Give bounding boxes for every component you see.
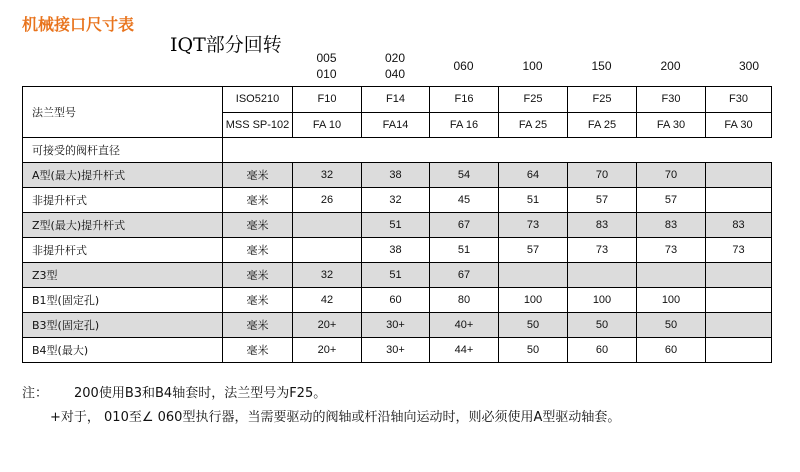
table-cell xyxy=(706,163,772,188)
row-unit: 毫米 xyxy=(223,263,293,288)
mss-value: FA14 xyxy=(362,112,430,138)
note-line-1: 200使用B3和B4轴套时，法兰型号为F25。 xyxy=(74,386,327,401)
row-label: Z3型 xyxy=(23,263,223,288)
row-unit: 毫米 xyxy=(223,163,293,188)
table-cell xyxy=(706,263,772,288)
table-cell: 50 xyxy=(637,313,706,338)
table-cell: 100 xyxy=(499,288,568,313)
row-unit: 毫米 xyxy=(223,188,293,213)
page-subtitle: IQT部分回转 xyxy=(170,34,282,56)
iso-value: F14 xyxy=(362,87,430,113)
table-cell: 70 xyxy=(568,163,637,188)
row-label: 非提升杆式 xyxy=(23,188,223,213)
table-cell: 57 xyxy=(499,238,568,263)
iso-value: F25 xyxy=(568,87,637,113)
row-label: 非提升杆式 xyxy=(23,238,223,263)
size-header-2: 020 040 xyxy=(384,51,406,81)
mss-value: FA 25 xyxy=(499,112,568,138)
table-cell: 32 xyxy=(293,263,362,288)
table-row xyxy=(23,313,772,338)
iso-value: F30 xyxy=(637,87,706,113)
table-cell: 67 xyxy=(430,263,499,288)
table-cell xyxy=(293,238,362,263)
table-cell: 70 xyxy=(637,163,706,188)
dimension-table xyxy=(22,86,772,363)
table-row xyxy=(23,338,772,363)
mss-value: FA 16 xyxy=(430,112,499,138)
row-unit: 毫米 xyxy=(223,213,293,238)
row-unit: 毫米 xyxy=(223,338,293,363)
table-cell: 51 xyxy=(499,188,568,213)
table-cell xyxy=(706,313,772,338)
iso-value: F16 xyxy=(430,87,499,113)
table-row xyxy=(23,263,772,288)
size-header-1: 005 010 xyxy=(316,51,337,81)
size-header-7: 300 xyxy=(738,59,760,73)
size-header-5: 150 xyxy=(591,59,612,73)
flange-label: 法兰型号 xyxy=(23,87,223,138)
page-title: 机械接口尺寸表 xyxy=(22,15,135,34)
table-cell: 51 xyxy=(362,263,430,288)
table-cell: 44+ xyxy=(430,338,499,363)
table-cell: 50 xyxy=(568,313,637,338)
row-label: B1型(固定孔) xyxy=(23,288,223,313)
table-row xyxy=(23,238,772,263)
table-cell: 60 xyxy=(362,288,430,313)
mss-label: MSS SP-102 xyxy=(223,112,293,138)
size-header-6: 200 xyxy=(660,59,681,73)
table-cell: 32 xyxy=(362,188,430,213)
size-header-4: 100 xyxy=(522,59,543,73)
iso-value: F10 xyxy=(293,87,362,113)
row-label: Z型(最大)提升杆式 xyxy=(23,213,223,238)
note-prefix: 注： xyxy=(22,386,49,401)
table-cell: 51 xyxy=(362,213,430,238)
table-cell: 30+ xyxy=(362,338,430,363)
table-cell: 38 xyxy=(362,238,430,263)
table-cell: 73 xyxy=(568,238,637,263)
table-cell: 73 xyxy=(499,213,568,238)
table-cell: 60 xyxy=(568,338,637,363)
table-cell: 42 xyxy=(293,288,362,313)
row-unit: 毫米 xyxy=(223,288,293,313)
table-cell: 83 xyxy=(706,213,772,238)
table-cell: 20+ xyxy=(293,313,362,338)
table-cell: 73 xyxy=(637,238,706,263)
table-cell xyxy=(568,263,637,288)
table-cell: 67 xyxy=(430,213,499,238)
mss-value: FA 30 xyxy=(706,112,772,138)
table-cell: 51 xyxy=(430,238,499,263)
table-cell: 40+ xyxy=(430,313,499,338)
table-cell: 26 xyxy=(293,188,362,213)
iso-value: F25 xyxy=(499,87,568,113)
table-cell: 20+ xyxy=(293,338,362,363)
table-cell: 45 xyxy=(430,188,499,213)
row-unit: 毫米 xyxy=(223,313,293,338)
table-row xyxy=(23,163,772,188)
table-cell xyxy=(293,213,362,238)
table-row xyxy=(23,213,772,238)
row-unit: 毫米 xyxy=(223,238,293,263)
table-row xyxy=(23,288,772,313)
stem-section-blank xyxy=(223,138,772,163)
mss-value: FA 10 xyxy=(293,112,362,138)
table-cell xyxy=(706,338,772,363)
row-label: B3型(固定孔) xyxy=(23,313,223,338)
size-header-3: 060 xyxy=(453,59,474,73)
table-cell xyxy=(706,188,772,213)
stem-section-label: 可接受的阀杆直径 xyxy=(23,138,223,163)
row-label: B4型(最大) xyxy=(23,338,223,363)
iso-value: F30 xyxy=(706,87,772,113)
table-cell: 54 xyxy=(430,163,499,188)
table-cell: 64 xyxy=(499,163,568,188)
table-cell: 38 xyxy=(362,163,430,188)
table-cell: 100 xyxy=(637,288,706,313)
table-row xyxy=(23,188,772,213)
mss-value: FA 30 xyxy=(637,112,706,138)
table-cell: 100 xyxy=(568,288,637,313)
table-cell: 57 xyxy=(568,188,637,213)
row-label: A型(最大)提升杆式 xyxy=(23,163,223,188)
mss-value: FA 25 xyxy=(568,112,637,138)
table-cell: 57 xyxy=(637,188,706,213)
table-cell: 60 xyxy=(637,338,706,363)
table-cell: 83 xyxy=(637,213,706,238)
table-cell: 83 xyxy=(568,213,637,238)
table-cell: 50 xyxy=(499,313,568,338)
table-cell: 73 xyxy=(706,238,772,263)
table-cell: 80 xyxy=(430,288,499,313)
table-cell: 30+ xyxy=(362,313,430,338)
table-cell xyxy=(499,263,568,288)
iso-label: ISO5210 xyxy=(223,87,293,113)
table-cell xyxy=(706,288,772,313)
note-line-2: +对于， 010至∠ 060型执行器，当需要驱动的阀轴或杆沿轴向运动时，则必须使用A型驱动轴套。 xyxy=(50,410,621,425)
table-cell: 32 xyxy=(293,163,362,188)
table-cell xyxy=(637,263,706,288)
table-cell: 50 xyxy=(499,338,568,363)
